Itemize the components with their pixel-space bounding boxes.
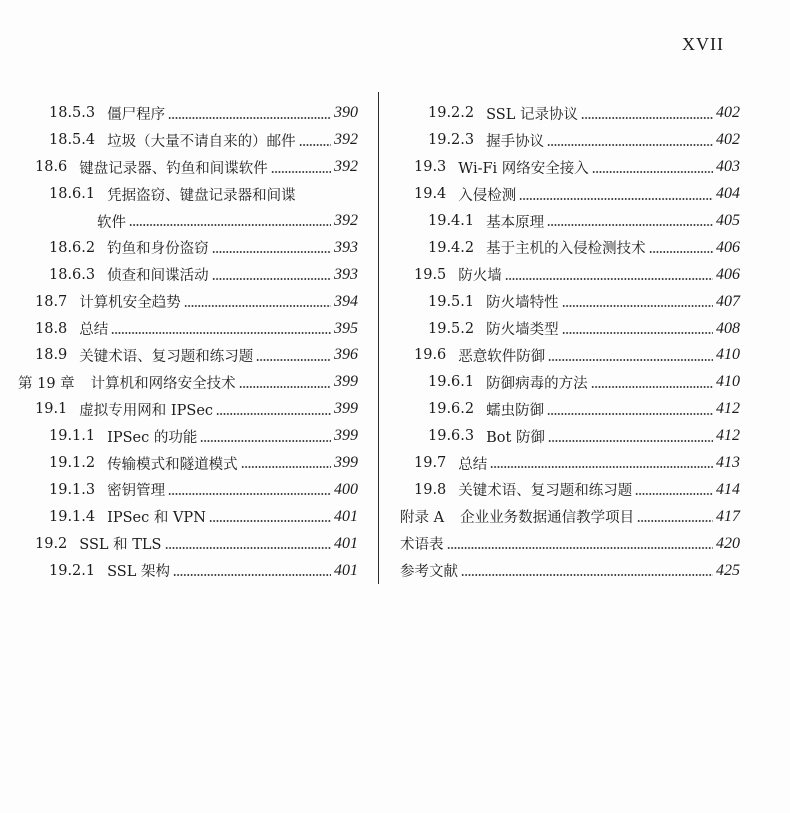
toc-entry-title: 键盘记录器、钓鱼和间谍软件: [79, 160, 268, 177]
toc-entry-title: 计算机和网络安全技术: [90, 375, 236, 392]
dot-leader: [635, 493, 713, 495]
toc-entry-title: 恶意软件防御: [458, 348, 546, 365]
toc-entry-title: 计算机安全趋势: [79, 295, 181, 312]
toc-entry-title: 蠕虫防御: [486, 402, 545, 419]
toc-entry: [18, 208, 358, 235]
dot-leader: [592, 171, 713, 173]
toc-entry: [400, 557, 740, 584]
toc-entry: [18, 154, 358, 181]
toc-entry-page: 401: [334, 561, 358, 579]
toc-entry: [18, 234, 358, 261]
toc-entry-number: 19.2.2: [428, 105, 475, 122]
dot-leader: [547, 413, 713, 415]
toc-entry: [18, 369, 358, 396]
toc-entry: [18, 503, 358, 530]
toc-entry-title: IPSec 的功能: [107, 429, 198, 446]
toc-entry-title: Bot 防御: [486, 429, 545, 446]
toc-entry-number: 19.1.2: [49, 455, 96, 472]
toc-entry: [400, 181, 740, 208]
toc-entry-number: 18.8: [35, 320, 68, 337]
toc-entry-number: 19.2: [35, 535, 68, 552]
toc-entry-number: 19.2.1: [49, 562, 96, 579]
toc-entry-number: 18.6.1: [49, 186, 96, 203]
toc-entry-title: SSL 记录协议: [486, 106, 578, 123]
dot-leader: [216, 413, 331, 415]
toc-entry-title: 关键术语、复习题和练习题: [458, 483, 633, 500]
dot-leader: [239, 386, 331, 388]
dot-leader: [547, 144, 713, 146]
toc-entry-page: 408: [716, 319, 740, 337]
toc-entry-number: 19.6.1: [428, 374, 475, 391]
toc-right-column: [400, 100, 740, 584]
dot-leader: [212, 278, 331, 280]
toc-entry-page: 393: [334, 265, 358, 283]
toc-entry-number: 18.6: [35, 159, 68, 176]
toc-entry-number: 18.5.4: [49, 132, 96, 149]
toc-entry: [18, 396, 358, 423]
toc-entry-number: 19.1.4: [49, 508, 96, 525]
dot-leader: [461, 574, 713, 576]
toc-entry-page: 401: [334, 507, 358, 525]
dot-leader: [548, 359, 713, 361]
toc-entry-number: 19.1.1: [49, 428, 96, 445]
toc-entry-number: 18.7: [35, 293, 68, 310]
toc-entry-title: IPSec 和 VPN: [107, 510, 206, 527]
toc-entry-page: 417: [716, 507, 740, 525]
toc-entry-title: 企业业务数据通信教学项目: [460, 510, 635, 527]
toc-entry-page: 400: [334, 480, 358, 498]
toc-entry: [400, 100, 740, 127]
toc-entry-title: 总结: [79, 322, 109, 339]
toc-entry: [18, 100, 358, 127]
toc-entry: [400, 369, 740, 396]
dot-leader: [111, 332, 331, 334]
dot-leader: [165, 547, 332, 549]
toc-entry: [400, 396, 740, 423]
toc-entry-page: 405: [716, 212, 740, 229]
toc-entry-number: 附录 A: [400, 510, 445, 527]
toc-entry-title: 总结: [458, 456, 488, 473]
toc-entry: [18, 315, 358, 342]
toc-entry: [400, 450, 740, 477]
dot-leader: [505, 278, 713, 280]
toc-entry-page: 403: [716, 158, 740, 176]
dot-leader: [168, 493, 331, 495]
toc-entry: [400, 423, 740, 450]
page-number: XVII: [682, 34, 724, 54]
toc-entry: [18, 476, 358, 503]
toc-entry-number: 19.4.1: [428, 213, 475, 229]
toc-entry-page: 406: [716, 265, 740, 283]
toc-entry-page: 399: [334, 400, 358, 418]
toc-entry-title: SSL 架构: [107, 564, 170, 581]
dot-leader: [168, 117, 331, 119]
toc-entry-page: 407: [716, 292, 740, 310]
toc-entry-page: 412: [716, 427, 740, 445]
toc-entry: [18, 423, 358, 450]
toc-entry-number: 19.6.3: [428, 428, 475, 445]
toc-entry: [400, 288, 740, 315]
toc-entry-page: 402: [716, 104, 740, 122]
toc-entry: [18, 181, 358, 208]
toc-entry-number: 19.1.3: [49, 481, 96, 498]
toc-entry-number: 18.6.2: [49, 239, 96, 256]
dot-leader: [209, 520, 331, 522]
dot-leader: [200, 440, 331, 442]
toc-entry: [18, 450, 358, 477]
toc-entry-title: 防御病毒的方法: [486, 375, 588, 392]
dot-leader: [256, 359, 331, 361]
dot-leader: [591, 386, 713, 388]
toc-entry-number: 第 19 章: [18, 375, 75, 392]
toc-entry-number: 19.2.3: [428, 132, 475, 149]
toc-entry-page: 413: [716, 454, 740, 472]
toc-entry-title: 防火墙特性: [486, 295, 559, 312]
dot-leader: [548, 440, 713, 442]
toc-entry-title: 传输模式和隧道模式: [107, 456, 238, 473]
toc-entry: [400, 261, 740, 288]
toc-entry: [18, 127, 358, 154]
toc-entry-page: 392: [334, 158, 358, 176]
toc-entry-title: 关键术语、复习题和练习题: [79, 348, 254, 365]
toc-entry: [400, 503, 740, 530]
toc-entry-title: 参考文献: [400, 564, 458, 581]
toc-entry: [400, 315, 740, 342]
toc-entry-number: 19.1: [35, 401, 68, 418]
toc-entry-title: 密钥管理: [107, 483, 166, 500]
dot-leader: [562, 305, 713, 307]
toc-entry-number: 19.3: [414, 159, 447, 176]
toc-entry: [400, 342, 740, 369]
toc-entry-page: 402: [716, 131, 740, 149]
toc-entry-title: SSL 和 TLS: [79, 537, 162, 554]
toc-entry-page: 406: [716, 238, 740, 256]
toc-entry-page: 399: [334, 427, 358, 445]
toc-entry-number: 19.4.2: [428, 239, 475, 256]
toc-entry-title: 入侵检测: [458, 187, 517, 204]
toc-entry-number: 19.6: [414, 347, 447, 364]
toc-entry-page: 414: [716, 480, 740, 498]
toc-entry-title: 僵尸程序: [107, 106, 166, 123]
toc-entry-title: 虚拟专用网和 IPSec: [79, 402, 214, 419]
toc-entry-title: 基本原理: [486, 214, 545, 231]
toc-entry-page: 399: [334, 373, 358, 391]
toc-entry: [400, 234, 740, 261]
toc-entry-page: 425: [716, 561, 740, 579]
dot-leader: [447, 547, 714, 549]
toc-entry: [18, 342, 358, 369]
toc-entry-page: 394: [334, 292, 358, 310]
toc-entry-page: 410: [716, 346, 740, 364]
toc-entry-page: 395: [334, 319, 358, 337]
toc-entry-title: 基于主机的入侵检测技术: [486, 241, 646, 258]
toc-entry-page: 399: [334, 454, 358, 472]
toc-entry-title: 防火墙: [458, 268, 502, 285]
dot-leader: [241, 466, 331, 468]
toc-entry-title: 凭据盗窃、键盘记录器和间谍: [107, 187, 296, 204]
toc-entry-number: 18.6.3: [49, 266, 96, 283]
toc-entry-page: 401: [334, 534, 358, 552]
toc-entry-number: 19.5.1: [428, 293, 475, 310]
dot-leader: [184, 305, 331, 307]
toc-entry-title: 钓鱼和身份盗窃: [107, 241, 209, 258]
toc-entry-page: 390: [334, 104, 358, 122]
dot-leader: [299, 144, 331, 146]
dot-leader: [649, 251, 713, 253]
toc-entry-title: 握手协议: [486, 133, 545, 150]
toc-entry: [400, 154, 740, 181]
toc-entry-title: Wi-Fi 网络安全接入: [458, 160, 589, 177]
dot-leader: [581, 117, 713, 119]
toc-left-column: [18, 100, 358, 584]
toc-entry-title: 侦查和间谍活动: [107, 268, 209, 285]
toc-entry-page: 392: [334, 212, 358, 229]
toc-entry-number: 19.5: [414, 266, 447, 283]
toc-entry: [400, 127, 740, 154]
toc-entry-number: 19.5.2: [428, 320, 475, 337]
toc-entry-page: 410: [716, 373, 740, 391]
toc-entry-page: 420: [716, 534, 740, 552]
toc-entry-page: 392: [334, 131, 358, 149]
toc-entry: [18, 557, 358, 584]
dot-leader: [547, 224, 713, 226]
dot-leader: [519, 198, 713, 200]
toc-entry: [18, 530, 358, 557]
toc-entry: [400, 530, 740, 557]
dot-leader: [562, 332, 713, 334]
toc-entry-number: 19.6.2: [428, 401, 475, 418]
dot-leader: [173, 574, 331, 576]
toc-entry-number: 19.7: [414, 455, 447, 472]
toc-entry-page: 404: [716, 185, 740, 203]
toc-entry: [18, 288, 358, 315]
toc-entry: [400, 476, 740, 503]
toc-entry-title: 软件: [97, 214, 126, 231]
toc-entry-page: 393: [334, 238, 358, 256]
dot-leader: [490, 466, 713, 468]
toc-entry-title: 术语表: [400, 537, 444, 554]
toc-entry-title: 垃圾（大量不请自来的）邮件: [107, 133, 296, 150]
dot-leader: [129, 224, 331, 226]
column-divider: [378, 92, 379, 584]
toc-entry-number: 19.8: [414, 481, 447, 498]
dot-leader: [212, 251, 331, 253]
toc-entry: [18, 261, 358, 288]
toc-entry-page: 396: [334, 346, 358, 364]
toc-entry-number: 18.5.3: [49, 105, 96, 122]
toc-entry-number: 19.4: [414, 186, 447, 203]
dot-leader: [637, 520, 713, 522]
dot-leader: [271, 171, 331, 173]
toc-entry-page: 412: [716, 400, 740, 418]
toc-entry: [400, 208, 740, 235]
toc-entry-number: 18.9: [35, 347, 68, 364]
toc-entry-title: 防火墙类型: [486, 322, 559, 339]
